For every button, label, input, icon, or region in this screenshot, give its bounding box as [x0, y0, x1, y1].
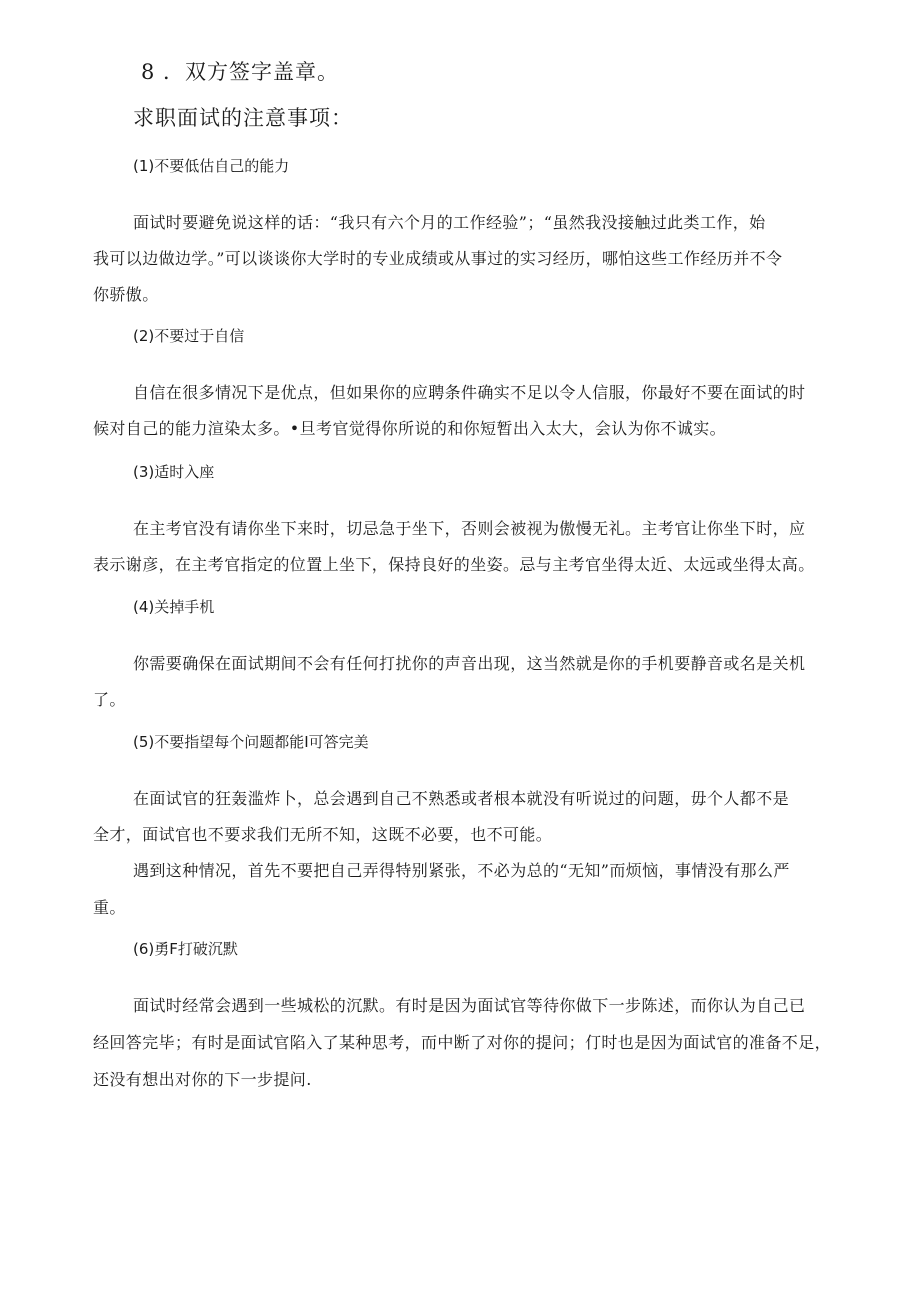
tip-5-heading: (5)不要指望每个问题都能I可答完美 [133, 733, 369, 751]
tip-4-paragraph-line: 你需要确保在面试期间不会有任何打扰你的声音出现，这当然就是你的手机要静音或名是关机 [133, 654, 806, 673]
section-title: 求职面试的注意事项： [133, 106, 353, 130]
tip-5-paragraph-line: 遇到这种情况，首先不要把自己弄得特别紧张，不必为总的“无知”而烦恼，事情没有那么严 [133, 861, 790, 880]
tip-2-heading: (2)不要过于自信 [133, 327, 245, 345]
tip-3-heading: (3)适时入座 [133, 463, 215, 481]
tip-6-paragraph-line: 还没有想出对你的下一步提问. [93, 1070, 312, 1089]
tip-5-paragraph-line: 全才，面试官也不要求我们无所不知，这既不必要，也不可能。 [93, 825, 553, 844]
tip-4-heading: (4)关掉手机 [133, 598, 215, 616]
tip-2-paragraph-line: 自信在很多情况下是优点，但如果你的应聘条件确实不足以令人信服，你最好不要在面试的时 [133, 383, 806, 402]
tip-3-paragraph-line: 表示谢彦，在主考官指定的位置上坐下，保持良好的坐姿。忌与主考官坐得太近、太远或坐得太高。 [93, 555, 815, 574]
tip-6-heading: (6)勇F打破沉默 [133, 940, 238, 958]
tip-1-heading: (1)不要低估自己的能力 [133, 157, 290, 175]
item-8-heading: 8 ．双方签字盖章。 [141, 60, 340, 84]
tip-5-paragraph-line: 在面试官的狂轰滥炸卜，总会遇到自己不熟悉或者根本就没有听说过的问题，毋个人都不是 [133, 789, 790, 808]
tip-1-paragraph-line: 面试时要避免说这样的话：“我只有六个月的工作经验”；“虽然我没接触过此类工作，始 [133, 213, 766, 232]
tip-4-paragraph-line: 了。 [93, 690, 126, 709]
tip-3-paragraph-line: 在主考官没有请你坐下来时，切忌急于坐下，否则会被视为傲慢无礼。主考官让你坐下时，应 [133, 519, 806, 538]
tip-2-paragraph-line: 候对自己的能力渲染太多。•旦考官觉得你所说的和你短暂出入太大，会认为你不诚实。 [93, 419, 727, 438]
tip-1-paragraph-line: 你骄傲。 [93, 285, 159, 304]
tip-6-paragraph-line: 面试时经常会遇到一些城松的沉默。有时是因为面试官等待你做下一步陈述，而你认为自己已 [133, 996, 806, 1015]
tip-1-paragraph-line: 我可以边做边学。”可以谈谈你大学时的专业成绩或从事过的实习经历，哪怕这些工作经历并不令 [93, 249, 783, 268]
tip-6-paragraph-line: 经回答完毕；有时是面试官陷入了某种思考，而中断了对你的提问；仃时也是因为面试官的准备不足， [93, 1033, 832, 1052]
tip-5-paragraph-line: 重。 [93, 898, 126, 917]
